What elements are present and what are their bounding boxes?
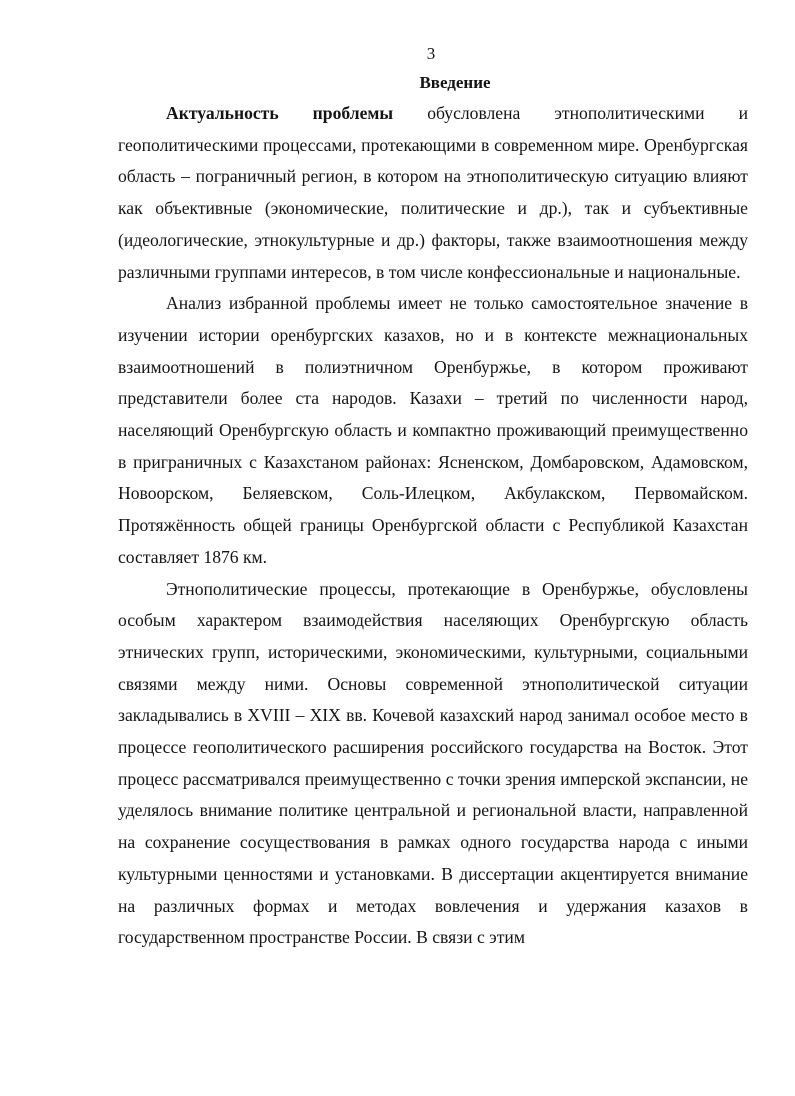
page-number: 3 <box>426 44 436 63</box>
section-title: Введение <box>419 73 491 92</box>
paragraph-lead: Актуальность проблемы <box>166 103 394 123</box>
body-text <box>118 98 748 954</box>
paragraph-text: обусловлена этнополитическими и геополитическими процессами, протекающими в современном мире. Оренбургская область – пограничный регион, в котором на этнополитическую ситуацию влияют как объективные (экономические, политические и др.), так и субъективные (идеологические, этнокультурные и др.) факторы, также взаимоотношения между различными группами интересов, в том числе конфессиональные и национальные. <box>118 103 748 282</box>
paragraph-relevance <box>118 98 748 288</box>
paragraph-ethnopolitical: Этнополитические процессы, протекающие в Оренбуржье, обусловлены особым характером взаимодействия населяющих Оренбургскую область этнических групп, историческими, экономическими, культурными, социальными связями между ними. Основы современной этнополитической ситуации закладывались в XVIII – XIX вв. Кочевой казахский народ занимал особое место в процессе геополитического расширения российского государства на Восток. Этот процесс рассматривался преимущественно с точки зрения имперской экспансии, не уделялось внимание политике центральной и региональной власти, направленной на сохранение сосуществования в рамках одного государства народа с иными культурными ценностями и установками. В диссертации акцентируется внимание на различных формах и методах вовлечения и удержания казахов в государственном пространстве России. В связи с этим <box>118 578 748 948</box>
paragraph-analysis: Анализ избранной проблемы имеет не только самостоятельное значение в изучении истории оренбургских казахов, но и в контексте межнациональных взаимоотношений в полиэтничном Оренбуржье, в котором проживают представители более ста народов. Казахи – третий по численности народ, населяющий Оренбургскую область и компактно проживающий преимущественно в приграничных с Казахстаном районах: Ясненском, Домбаровском, Адамовском, Новоорском, Беляевском, Соль-Илецком, Акбулакском, Первомайском. Протяжённость общей границы Оренбургской области с Республикой Казахстан составляет 1876 км. <box>118 293 748 567</box>
